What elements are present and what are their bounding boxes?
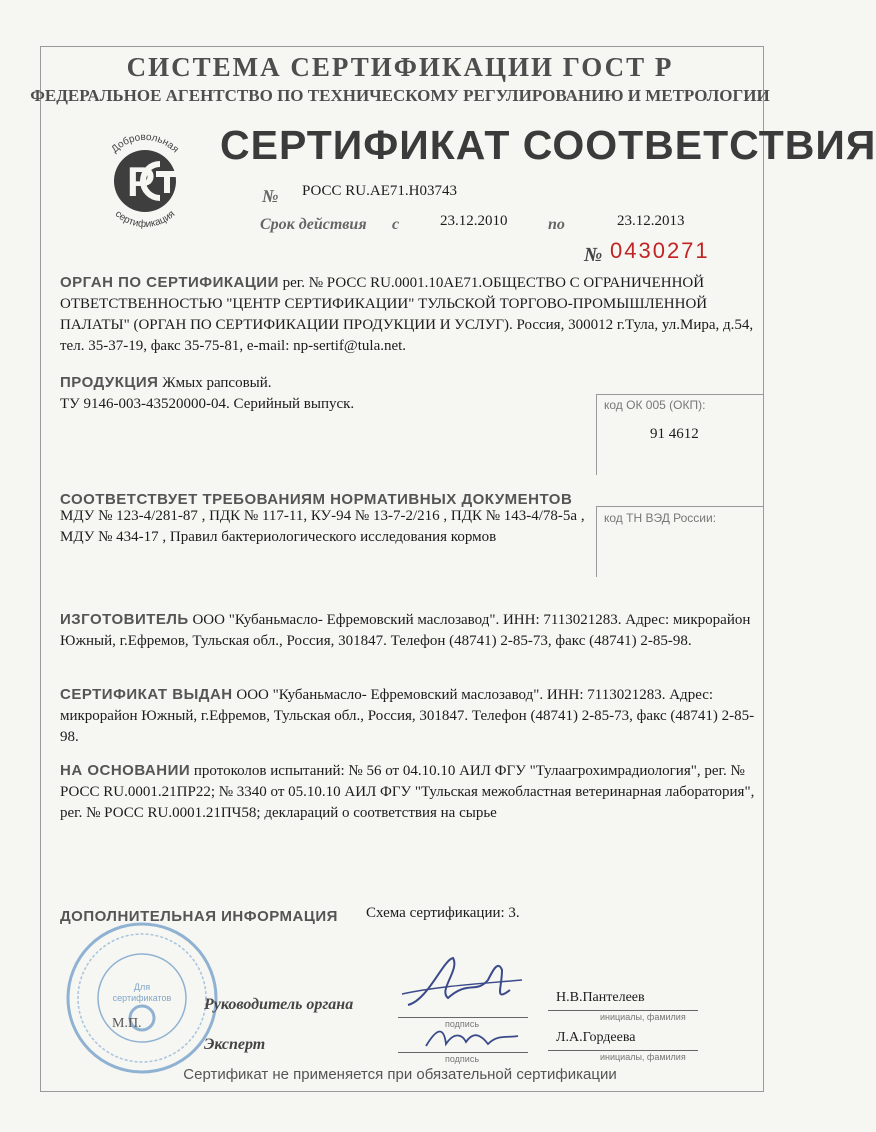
okp-value: 91 4612	[650, 426, 699, 442]
serial-label: №	[584, 244, 603, 266]
organ-label: ОРГАН ПО СЕРТИФИКАЦИИ	[60, 274, 279, 291]
validity-to-label: по	[548, 216, 565, 233]
issued-label: СЕРТИФИКАТ ВЫДАН	[60, 686, 233, 703]
logo-bottom-text: сертификация	[112, 208, 178, 231]
conformity-text: МДУ № 123-4/281-87 , ПДК № 117-11, КУ-94 № 13-7-2/216 , ПДК № 143-4/78-5а , МДУ № 434-17 , Правил бактериологического исследования кормов	[60, 508, 585, 545]
manufacturer-label: ИЗГОТОВИТЕЛЬ	[60, 611, 189, 628]
footer-note: Сертификат не применяется при обязательной сертификации	[183, 1066, 617, 1083]
product-text-2: ТУ 9146-003-43520000-04. Серийный выпуск.	[60, 396, 355, 412]
mp-label: М.П.	[112, 1016, 142, 1031]
okp-label: код ОК 005 (ОКП):	[604, 398, 706, 412]
expert-label: Эксперт	[204, 1036, 266, 1053]
basis-section	[60, 760, 760, 824]
product-label: ПРОДУКЦИЯ	[60, 374, 159, 391]
basis-text: протоколов испытаний: № 56 от 04.10.10 АИЛ ФГУ "Тулаагрохимрадиология", рег. № РОСС RU.0001.21ПР22; № 3340 от 05.10.10 АИЛ ФГУ "Тульская межобластная ветеринарная лаборатория", рег. № РОСС RU.0001.21ПЧ58; деклараций о соответствия на сырье	[60, 763, 755, 821]
seal-line-2: сертификатов	[112, 993, 172, 1003]
expert-sig-caption: подпись	[445, 1054, 480, 1064]
head-sig-caption: подпись	[445, 1019, 480, 1029]
product-section	[60, 372, 580, 415]
tnved-label: код ТН ВЭД России:	[604, 511, 717, 525]
issued-section	[60, 684, 765, 748]
number-label: №	[262, 186, 279, 206]
seal-icon	[62, 918, 222, 1078]
expert-signature-line	[398, 1052, 528, 1053]
agency-header: ФЕДЕРАЛЬНОЕ АГЕНТСТВО ПО ТЕХНИЧЕСКОМУ РЕГУЛИРОВАНИЮ И МЕТРОЛОГИИ	[30, 86, 770, 105]
expert-signature	[418, 1016, 528, 1056]
organ-section	[60, 272, 765, 357]
expert-signature-icon	[418, 1016, 528, 1056]
system-header: СИСТЕМА СЕРТИФИКАЦИИ ГОСТ Р	[126, 52, 674, 82]
logo-top-text: Добровольная	[109, 131, 181, 156]
head-name-caption: инициалы, фамилия	[600, 1012, 686, 1022]
additional-label: ДОПОЛНИТЕЛЬНАЯ ИНФОРМАЦИЯ	[60, 908, 338, 925]
svg-text:P: P	[127, 158, 156, 205]
certificate-number: РОСС RU.АЕ71.Н03743	[302, 183, 457, 199]
rst-logo-icon	[90, 126, 200, 236]
expert-name: Л.А.Гордеева	[556, 1030, 636, 1045]
certificate-title: СЕРТИФИКАТ СООТВЕТСТВИЯ	[220, 122, 876, 168]
serial-number: 0430271	[610, 238, 710, 263]
product-text: Жмых рапсовый.	[162, 375, 272, 391]
additional-text: Схема сертификации: 3.	[366, 905, 520, 921]
head-name: Н.В.Пантелеев	[556, 990, 645, 1005]
head-signature	[398, 950, 528, 1020]
seal-line-1: Для	[133, 982, 151, 992]
seal-stamp	[62, 918, 222, 1078]
issued-text: ООО "Кубаньмасло- Ефремовский маслозавод". ИНН: 7113021283. Адрес: микрорайон Южный, г.Ефремов, Тульская обл., Россия, 301847. Телефон (48741) 2-85-73, факс (48741) 2-85-98.	[60, 687, 755, 745]
basis-label: НА ОСНОВАНИИ	[60, 762, 191, 779]
rst-logo	[90, 126, 200, 236]
head-label: Руководитель органа	[204, 996, 354, 1013]
head-name-line	[548, 1010, 698, 1011]
organ-text: рег. № РОСС RU.0001.10АЕ71.ОБЩЕСТВО С ОГРАНИЧЕННОЙ ОТВЕТСТВЕННОСТЬЮ "ЦЕНТР СЕРТИФИКАЦИИ" ТУЛЬСКОЙ ТОРГОВО-ПРОМЫШЛЕННОЙ ПАЛАТЫ" (ОРГАН ПО СЕРТИФИКАЦИИ ПРОДУКЦИИ И УСЛУГ). Россия, 300012 г.Тула, ул.Мира, д.54, тел. 35-37-19, факс 35-75-81, e-mail: np-sertif@tula.net.	[60, 275, 754, 354]
head-signature-icon	[398, 950, 528, 1020]
validity-from-label: с	[392, 216, 400, 233]
conformity-label: СООТВЕТСТВУЕТ ТРЕБОВАНИЯМ НОРМАТИВНЫХ ДОКУМЕНТОВ	[60, 491, 573, 508]
manufacturer-section	[60, 609, 760, 652]
validity-from: 23.12.2010	[440, 213, 508, 229]
expert-name-caption: инициалы, фамилия	[600, 1052, 686, 1062]
validity-to: 23.12.2013	[617, 213, 685, 229]
expert-name-line	[548, 1050, 698, 1051]
validity-label: Срок действия	[260, 216, 367, 233]
manufacturer-text: ООО "Кубаньмасло- Ефремовский маслозавод". ИНН: 7113021283. Адрес: микрорайон Южный, г.Ефремов, Тульская обл., Россия, 301847. Телефон (48741) 2-85-73, факс (48741) 2-85-98.	[60, 612, 751, 649]
